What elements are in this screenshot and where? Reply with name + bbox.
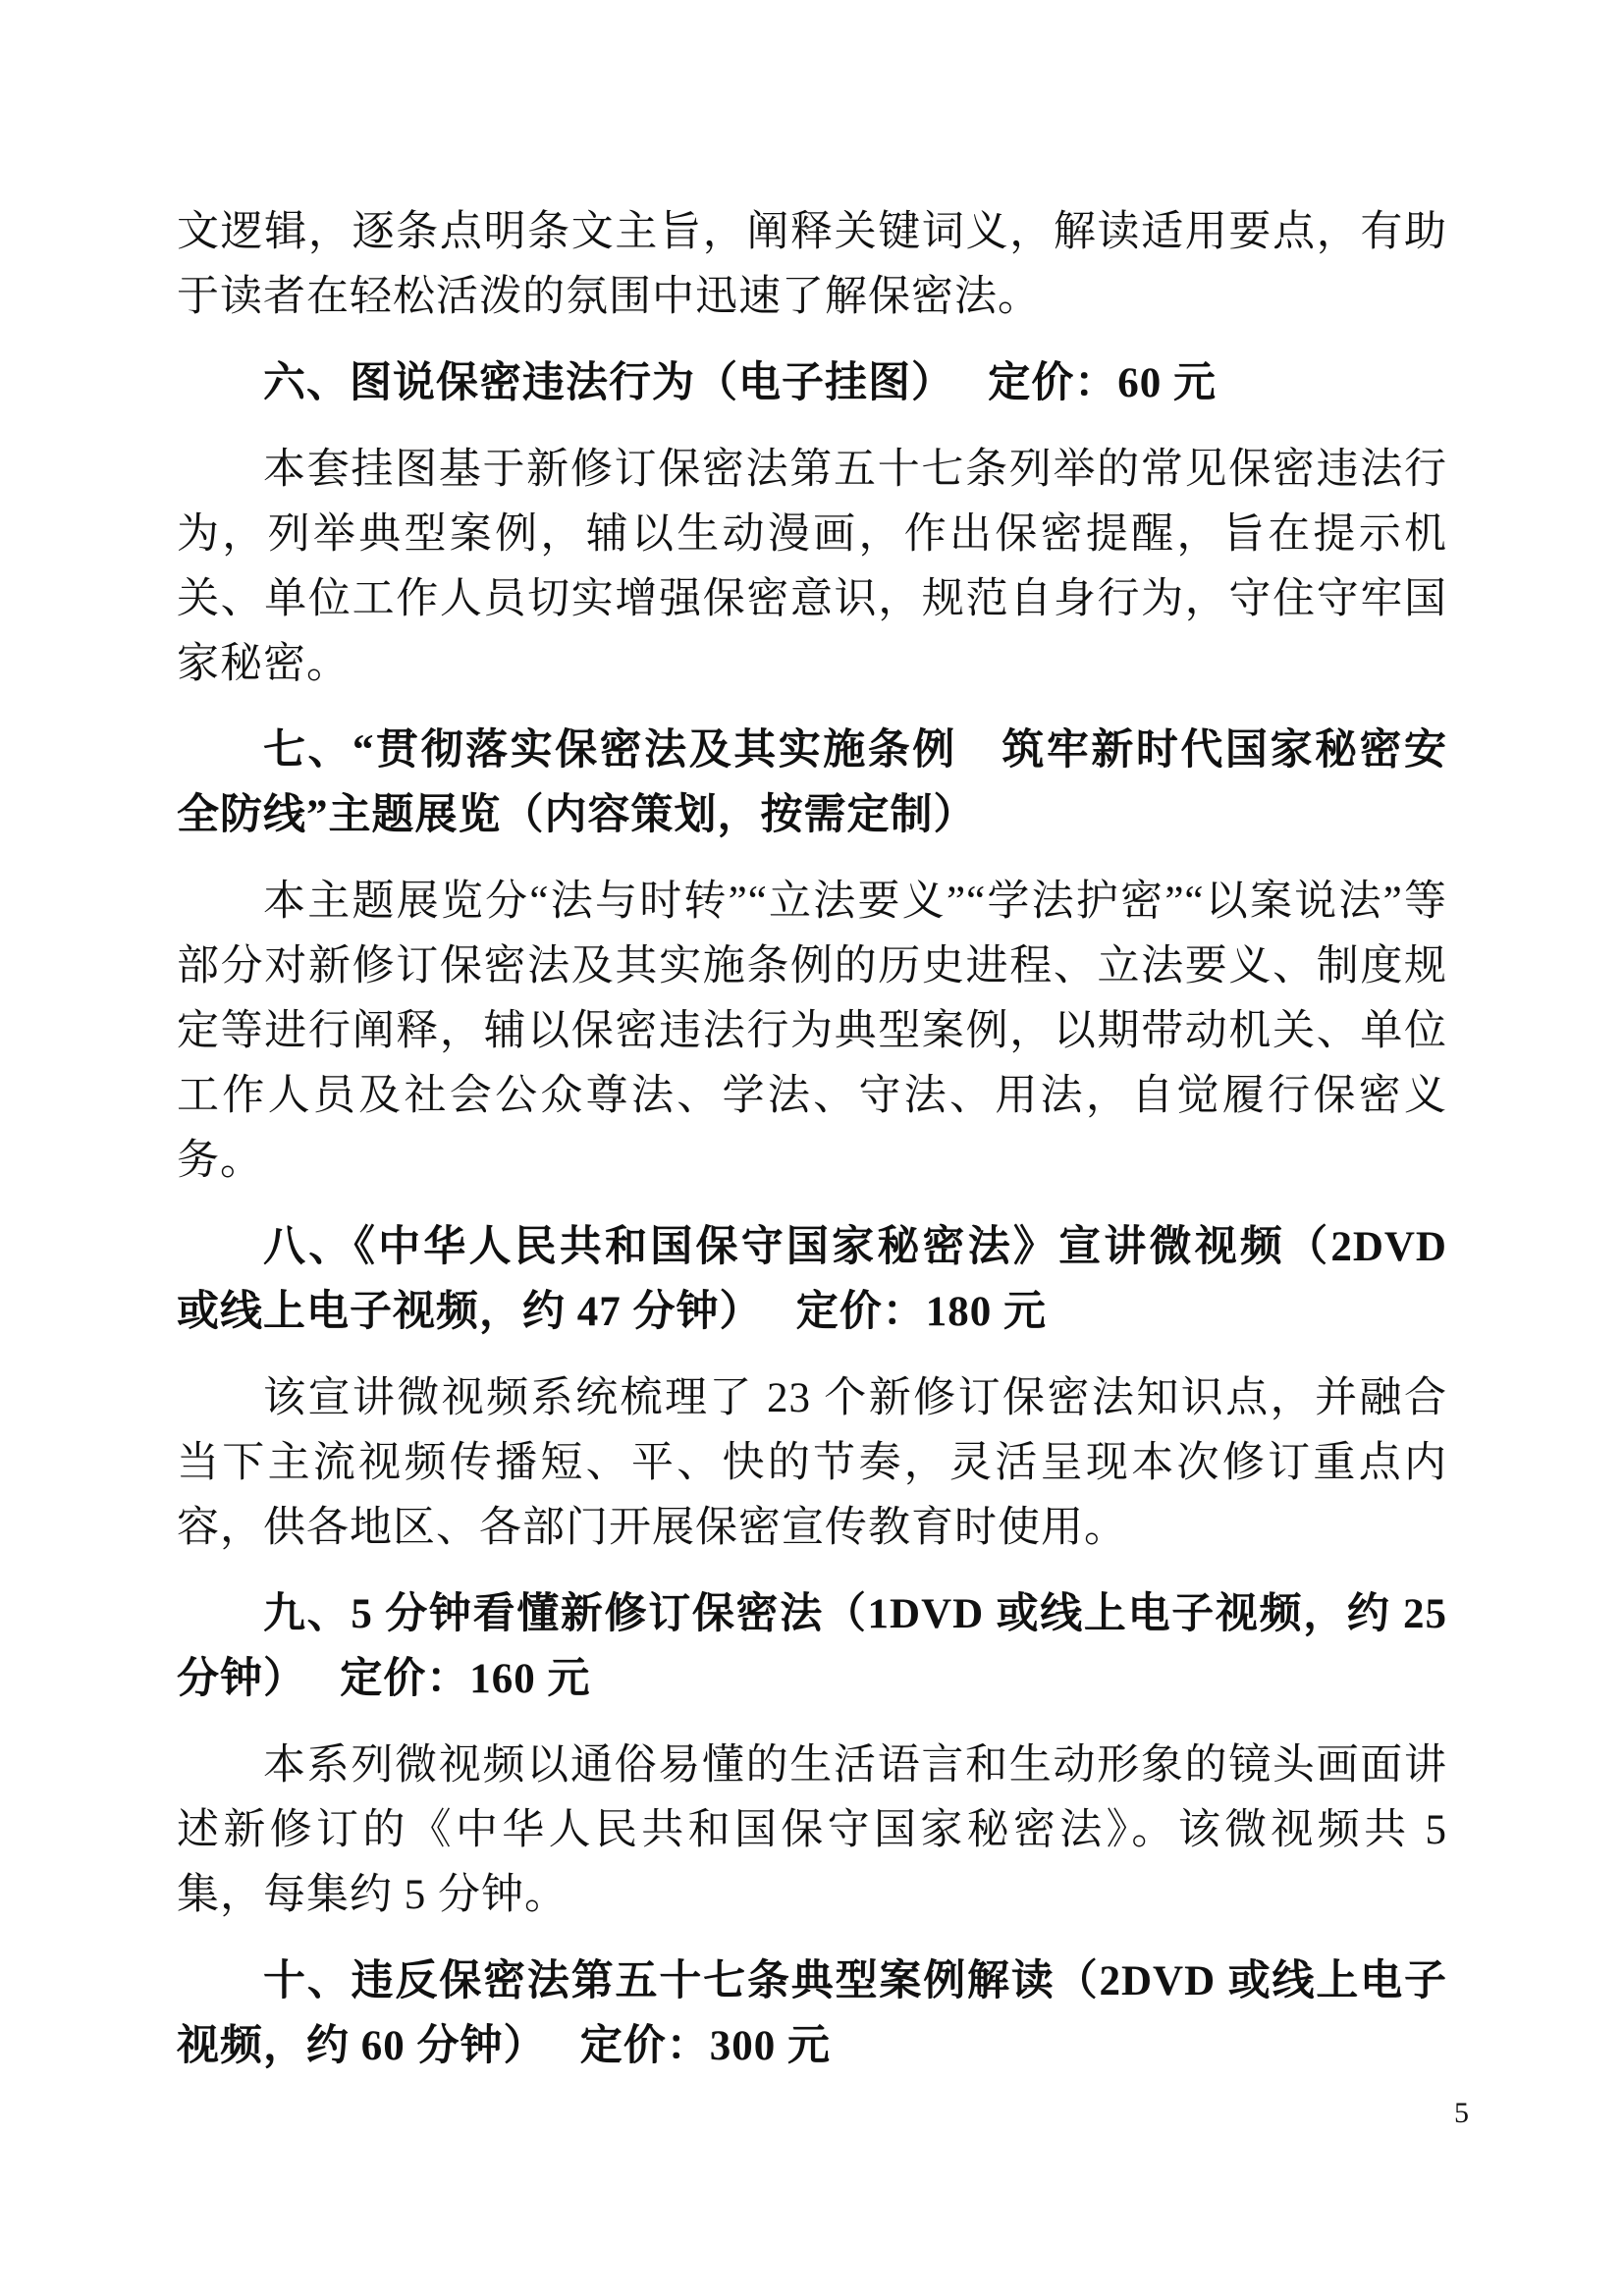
continued-paragraph: 文逻辑，逐条点明条文主旨，阐释关键词义，解读适用要点，有助于读者在轻松活泼的氛围中迅速了解保密法。 (177, 209, 1447, 320)
section-6-body: 本套挂图基于新修订保密法第五十七条列举的常见保密违法行为，列举典型案例，辅以生动漫画，作出保密提醒，旨在提示机关、单位工作人员切实增强保密意识，规范自身行为，守住守牢国家秘密。 (177, 447, 1447, 687)
section-8-body: 该宣讲微视频系统梳理了 23 个新修订保密法知识点，并融合当下主流视频传播短、平、快的节奏，灵活呈现本次修订重点内容，供各地区、各部门开展保密宣传教育时使用。 (177, 1375, 1447, 1551)
section-6-heading: 六、图说保密违法行为（电子挂图） 定价：60 元 (263, 360, 1217, 406)
section-9-body: 本系列微视频以通俗易懂的生活语言和生动形象的镜头画面讲述新修订的《中华人民共和国保守国家秘密法》。该微视频共 5 集，每集约 5 分钟。 (177, 1742, 1447, 1918)
section-10-heading: 十、违反保密法第五十七条典型案例解读（2DVD 或线上电子视频，约 60 分钟） 定价：300 元 (177, 1958, 1447, 2069)
section-9-heading: 九、5 分钟看懂新修订保密法（1DVD 或线上电子视频，约 25 分钟） 定价：160 元 (177, 1591, 1447, 1702)
section-7-body: 本主题展览分“法与时转”“立法要义”“学法护密”“以案说法”等部分对新修订保密法及其实施条例的历史进程、立法要义、制度规定等进行阐释，辅以保密违法行为典型案例，以期带动机关、单位工作人员及社会公众尊法、学法、守法、用法，自觉履行保密义务。 (177, 879, 1447, 1184)
section-8-heading: 八、《中华人民共和国保守国家秘密法》宣讲微视频（2DVD 或线上电子视频，约 47 分钟） 定价：180 元 (177, 1224, 1447, 1335)
section-7-heading: 七、“贯彻落实保密法及其实施条例 筑牢新时代国家秘密安全防线”主题展览（内容策划，按需定制） (177, 727, 1447, 838)
page-number: 5 (1454, 2097, 1469, 2129)
document-content (177, 200, 1447, 2079)
